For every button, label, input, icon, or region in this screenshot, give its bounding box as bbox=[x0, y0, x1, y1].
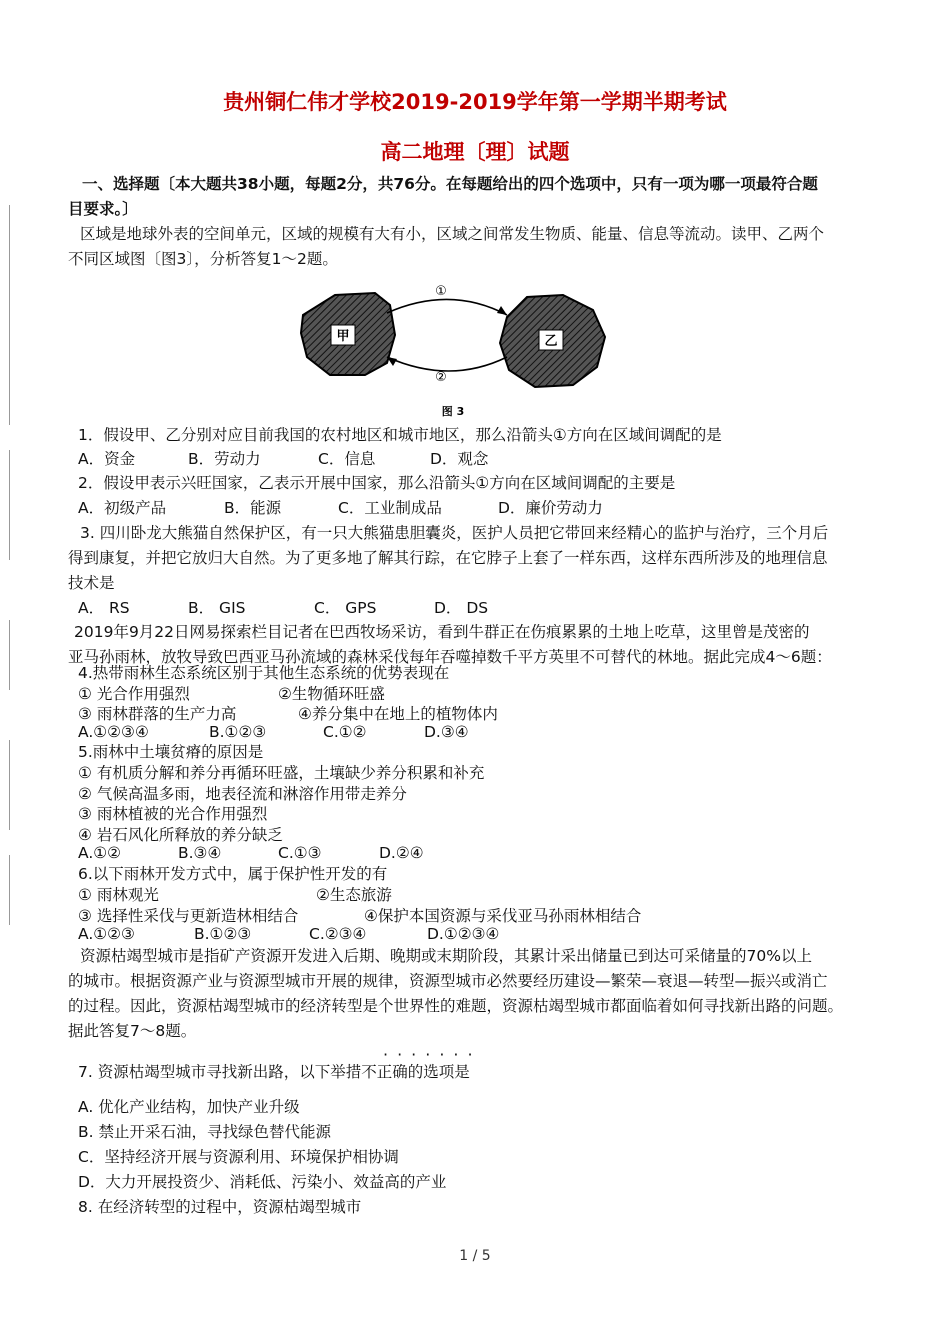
page-number: 1 / 5 bbox=[459, 1248, 491, 1264]
statement: ④ 岩石风化所释放的养分缺乏 bbox=[78, 826, 283, 844]
question-4-items bbox=[78, 683, 385, 705]
arrow-2 bbox=[387, 357, 507, 371]
page-title: 贵州铜仁伟才学校2019-2019学年第一学期半期考试 bbox=[223, 90, 727, 114]
question-2-options bbox=[78, 497, 603, 519]
option: B. 禁止开采石油，寻找绿色替代能源 bbox=[78, 1123, 331, 1141]
question-5-options bbox=[78, 842, 424, 864]
option: D.②④ bbox=[379, 844, 424, 862]
option: D．观念 bbox=[430, 450, 489, 468]
passage-resource-cities: 资源枯竭型城市是指矿产资源开发进入后期、晚期或末期阶段，其累计采出储量已到达可采储量的70%以上 的城市。根据资源产业与资源型城市开展的规律，资源型城市必然要经历建设—繁荣—衰退—转型—振兴或消亡 的过程。因此，资源枯竭型城市的经济转型是个世界性的难题，资源枯竭型城市都面临着如何寻找新出路的问题。 据此答复7～8题。 bbox=[68, 947, 844, 1040]
question-3-options bbox=[78, 597, 488, 619]
statement: ① 有机质分解和养分再循环旺盛，土壤缺少养分积累和补充 bbox=[78, 764, 485, 782]
statement: ① 雨林观光 bbox=[78, 886, 159, 904]
figure-3-region-diagram bbox=[295, 275, 625, 420]
option: A.①②③④ bbox=[78, 723, 149, 741]
option: B.③④ bbox=[178, 844, 222, 862]
option: C.②③④ bbox=[309, 925, 367, 943]
option: C． GPS bbox=[314, 599, 377, 617]
statement: ③ 选择性采伐与更新造林相结合 bbox=[78, 907, 299, 925]
question-4-stem: 4.热带雨林生态系统区别于其他生态系统的优势表现在 bbox=[78, 664, 450, 682]
statement: ② 气候高温多雨，地表径流和淋溶作用带走养分 bbox=[78, 785, 407, 803]
question-5-stem: 5.雨林中土壤贫瘠的原因是 bbox=[78, 743, 264, 761]
question-3-stem: 3. 四川卧龙大熊猫自然保护区，有一只大熊猫患胆囊炎，医护人员把它带回来经精心的监护与治疗，三个月后 得到康复，并把它放归大自然。为了更多地了解其行踪，在它脖子上套了一样东西，这样东西所涉及的地理信息 技术是 bbox=[68, 524, 829, 592]
question-7-stem: 7. 资源枯竭型城市寻找新出路，以下举措不正确的选项是 bbox=[78, 1063, 470, 1081]
question-4-options bbox=[78, 721, 469, 743]
option: A．资金 bbox=[78, 450, 136, 468]
arrow-2-label: ② bbox=[435, 370, 447, 385]
statement: ②生物循环旺盛 bbox=[278, 685, 385, 703]
binding-margin-line bbox=[9, 450, 10, 560]
option: C．信息 bbox=[318, 450, 376, 468]
region-yi-label: 乙 bbox=[544, 334, 558, 349]
region-jia-label: 甲 bbox=[336, 329, 350, 344]
question-1-stem: 1．假设甲、乙分别对应目前我国的农村地区和城市地区，那么沿箭头①方向在区域间调配的是 bbox=[78, 426, 722, 444]
arrow-1 bbox=[387, 299, 507, 315]
statement: ③ 雨林植被的光合作用强烈 bbox=[78, 805, 268, 823]
emphasis-dots: ······· bbox=[383, 1045, 482, 1064]
binding-margin-line bbox=[9, 855, 10, 925]
option: A.①②③ bbox=[78, 925, 135, 943]
passage-rainforest: 2019年9月22日网易探索栏目记者在巴西牧场采访，看到牛群正在伤痕累累的土地上吃草，这里曾是茂密的 亚马孙雨林，放牧导致巴西亚马孙流域的森林采伐每年吞噬掉数千平方英里不可替代的林地。据此完成4～6题： bbox=[68, 623, 832, 666]
option: B． GIS bbox=[188, 599, 246, 617]
page-subtitle: 高二地理〔理〕试题 bbox=[380, 140, 570, 164]
option: C．坚持经济开展与资源利用、环境保护相协调 bbox=[78, 1148, 399, 1166]
statement: ②生态旅游 bbox=[316, 886, 392, 904]
binding-margin-line bbox=[9, 620, 10, 690]
question-6-stem: 6.以下雨林开发方式中，属于保护性开发的有 bbox=[78, 865, 388, 883]
section-heading: 一、选择题〔本大题共38小题，每题2分，共76分。在每题给出的四个选项中，只有一项为哪一项最符合题 目要求。〕 bbox=[68, 175, 818, 218]
option: D．大力开展投资少、消耗低、污染小、效益高的产业 bbox=[78, 1173, 447, 1191]
option: A． RS bbox=[78, 599, 130, 617]
question-2-stem: 2．假设甲表示兴旺国家，乙表示开展中国家，那么沿箭头①方向在区域间调配的主要是 bbox=[78, 474, 676, 492]
option: B．劳动力 bbox=[188, 450, 261, 468]
figure-caption: 图 3 bbox=[441, 405, 465, 418]
option: A.①② bbox=[78, 844, 122, 862]
statement: ④保护本国资源与采伐亚马孙雨林相结合 bbox=[364, 907, 642, 925]
option: B.①②③ bbox=[194, 925, 252, 943]
statement: ① 光合作用强烈 bbox=[78, 685, 190, 703]
question-1-options bbox=[78, 448, 488, 470]
option: C.①③ bbox=[278, 844, 322, 862]
question-6-items bbox=[78, 884, 392, 906]
binding-margin-line bbox=[9, 740, 10, 830]
arrow-1-label: ① bbox=[435, 284, 447, 299]
passage-regions: 区域是地球外表的空间单元，区域的规模有大有小，区域之间常发生物质、能量、信息等流动。读甲、乙两个 不同区域图〔图3〕，分析答复1～2题。 bbox=[68, 225, 825, 268]
statement: ④养分集中在地上的植物体内 bbox=[298, 705, 498, 723]
option: D.①②③④ bbox=[427, 925, 500, 943]
question-6-options bbox=[78, 923, 499, 945]
option: C．工业制成品 bbox=[338, 499, 442, 517]
option: B.①②③ bbox=[209, 723, 267, 741]
option: A．初级产品 bbox=[78, 499, 167, 517]
question-8-stem: 8. 在经济转型的过程中，资源枯竭型城市 bbox=[78, 1198, 362, 1216]
option: D．廉价劳动力 bbox=[498, 499, 603, 517]
option: C.①② bbox=[323, 723, 367, 741]
option: A. 优化产业结构，加快产业升级 bbox=[78, 1098, 300, 1116]
option: D.③④ bbox=[424, 723, 469, 741]
option: D． DS bbox=[434, 599, 489, 617]
statement: ③ 雨林群落的生产力高 bbox=[78, 705, 237, 723]
option: B．能源 bbox=[224, 499, 282, 517]
binding-margin-line bbox=[9, 205, 10, 425]
